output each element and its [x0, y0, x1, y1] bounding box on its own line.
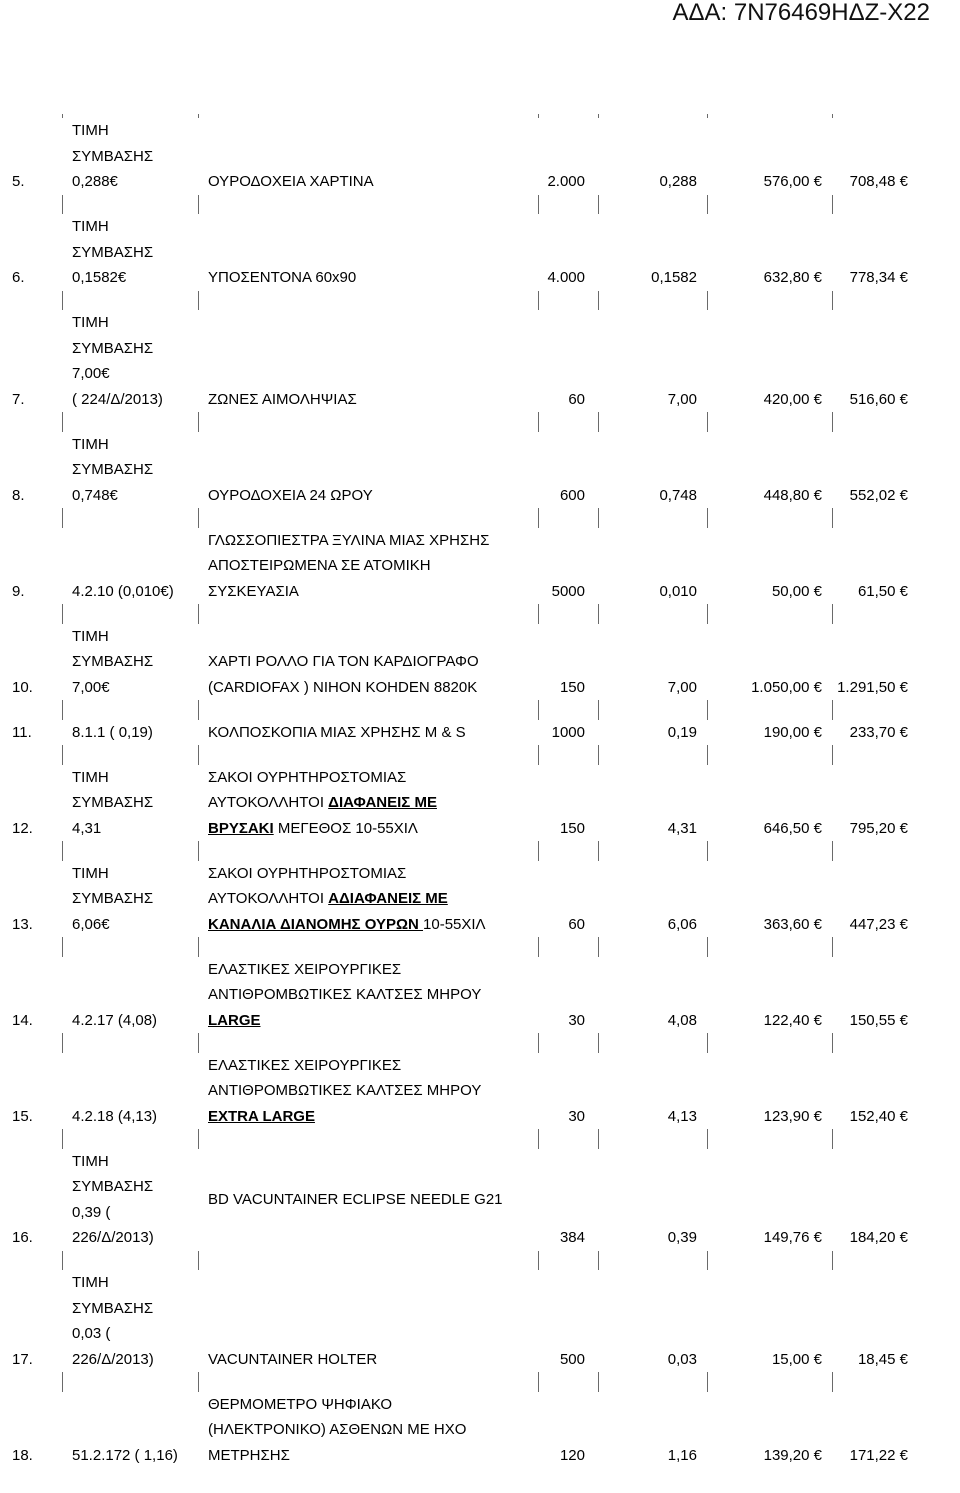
contract-reference	[62, 720, 198, 746]
unit-price-text: 7,00	[667, 678, 697, 696]
item-description-line: BD VACUNTAINER ECLIPSE NEEDLE G21	[208, 1190, 503, 1208]
quantity	[538, 624, 598, 701]
total-amount-with-vat-text: 233,70 €	[849, 723, 908, 741]
contract-reference-line: ΣΥΜΒΑΣΗΣ	[72, 339, 154, 357]
contract-reference	[62, 1392, 198, 1469]
unit-price-text: 0,19	[667, 723, 697, 741]
contract-reference-line: ΣΥΜΒΑΣΗΣ	[72, 794, 154, 811]
total-amount-with-vat-text: 552,02 €	[849, 486, 908, 504]
quantity-text: 600	[559, 486, 585, 504]
table-row	[0, 720, 932, 746]
quantity	[538, 214, 598, 291]
contract-reference-line: ΣΥΜΒΑΣΗΣ	[72, 461, 154, 478]
item-description	[198, 720, 538, 746]
total-amount-text: 190,00 €	[763, 723, 822, 741]
unit-price-text: 4,13	[667, 1107, 697, 1125]
row-number	[0, 624, 62, 701]
table-row	[0, 118, 932, 195]
quantity-text: 60	[568, 390, 585, 408]
total-amount-with-vat-text: 152,40 €	[849, 1107, 908, 1125]
row-number-text: 9.	[12, 582, 25, 600]
row-number	[0, 118, 62, 195]
item-description-line: ΓΛΩΣΣΟΠΙΕΣΤΡΑ ΞΥΛΙΝΑ ΜΙΑΣ ΧΡΗΣΗΣ	[208, 531, 490, 549]
unit-price-text: 0,010	[659, 582, 697, 600]
contract-reference-line: ΣΥΜΒΑΣΗΣ	[72, 653, 154, 670]
quantity-text: 120	[559, 1446, 585, 1464]
quantity	[538, 957, 598, 1034]
contract-reference-line: ( 224/Δ/2013)	[72, 390, 163, 408]
table-row	[0, 432, 932, 509]
table-row	[0, 1053, 932, 1130]
unit-price	[598, 528, 707, 605]
total-amount	[707, 1392, 832, 1469]
description-text: ΑΥΤΟΚΟΛΛΗΤΟΙ	[208, 794, 329, 811]
contract-reference-line: 6,06€	[72, 915, 110, 933]
total-amount-with-vat	[832, 765, 932, 842]
item-description	[198, 118, 538, 195]
total-amount-with-vat-text: 778,34 €	[849, 269, 908, 286]
item-description	[198, 1149, 538, 1251]
total-amount-with-vat-text: 795,20 €	[849, 819, 908, 837]
table-row	[0, 528, 932, 605]
row-number	[0, 765, 62, 842]
item-description-line	[208, 912, 538, 938]
quantity-text: 4.000	[547, 269, 585, 286]
contract-reference-line: 4.2.18 (4,13)	[72, 1107, 158, 1125]
quantity-text: 150	[559, 819, 585, 837]
contract-reference	[62, 1053, 198, 1130]
quantity	[538, 1053, 598, 1130]
item-description	[198, 1270, 538, 1372]
quantity	[538, 432, 598, 509]
items-table	[0, 118, 932, 1488]
contract-reference-line: ΤΙΜΗ	[72, 435, 109, 453]
total-amount-text: 448,80 €	[763, 486, 822, 504]
contract-reference-line: ΣΥΜΒΑΣΗΣ	[72, 147, 154, 165]
total-amount-text: 123,90 €	[763, 1107, 822, 1125]
total-amount-text: 420,00 €	[763, 390, 822, 408]
contract-reference	[62, 118, 198, 195]
total-amount	[707, 1270, 832, 1372]
unit-price	[598, 1053, 707, 1130]
table-row	[0, 1270, 932, 1372]
total-amount	[707, 310, 832, 412]
total-amount-with-vat	[832, 1149, 932, 1251]
total-amount-with-vat-text: 447,23 €	[849, 915, 908, 933]
quantity-text: 384	[559, 1229, 585, 1246]
contract-reference-line: ΤΙΜΗ	[72, 1274, 109, 1291]
item-description-line: ΟΥΡΟΔΟΧΕΙΑ ΧΑΡΤΙΝΑ	[208, 173, 374, 190]
total-amount-with-vat	[832, 861, 932, 938]
ada-code: ΑΔΑ: 7Ν76469ΗΔΖ-Χ22	[672, 0, 930, 26]
contract-reference-line: 0,1582€	[72, 269, 127, 286]
quantity-text: 1000	[551, 723, 585, 741]
contract-reference	[62, 528, 198, 605]
total-amount-with-vat	[832, 432, 932, 509]
item-description-line	[208, 1008, 538, 1034]
item-description-line: ΣΑΚΟΙ ΟΥΡΗΤΗΡΟΣΤΟΜΙΑΣ	[208, 864, 407, 882]
unit-price	[598, 432, 707, 509]
contract-reference	[62, 214, 198, 291]
unit-price-text: 7,00	[667, 390, 697, 408]
total-amount-with-vat	[832, 957, 932, 1034]
description-text: 10-55ΧΙΛ	[423, 915, 486, 933]
total-amount-with-vat-text: 708,48 €	[849, 173, 908, 190]
quantity	[538, 1270, 598, 1372]
total-amount-text: 576,00 €	[763, 173, 822, 190]
table-row	[0, 310, 932, 412]
item-description	[198, 528, 538, 605]
row-number-text: 14.	[12, 1011, 33, 1029]
row-number-text: 8.	[12, 486, 25, 504]
row-number-text: 17.	[12, 1350, 33, 1368]
item-description-line: ΕΛΑΣΤΙΚΕΣ ΧΕΙΡΟΥΡΓΙΚΕΣ	[208, 960, 402, 978]
total-amount	[707, 624, 832, 701]
quantity	[538, 861, 598, 938]
item-description-line: ΣΑΚΟΙ ΟΥΡΗΤΗΡΟΣΤΟΜΙΑΣ	[208, 768, 407, 786]
row-number	[0, 1149, 62, 1251]
total-amount-text: 646,50 €	[763, 819, 822, 837]
quantity-text: 60	[568, 915, 585, 933]
quantity	[538, 1149, 598, 1251]
contract-reference-line: 226/Δ/2013)	[72, 1350, 154, 1368]
row-number	[0, 214, 62, 291]
contract-reference-line: ΤΙΜΗ	[72, 627, 109, 645]
table-row	[0, 861, 932, 938]
total-amount-with-vat-text: 18,45 €	[857, 1350, 908, 1368]
item-description-line: ΥΠΟΣΕΝΤΟΝΑ 60x90	[208, 269, 357, 286]
item-description-line	[208, 790, 538, 816]
unit-price-text: 1,16	[667, 1446, 697, 1464]
total-amount-with-vat-text: 171,22 €	[849, 1446, 908, 1464]
item-description-line: ΕΛΑΣΤΙΚΕΣ ΧΕΙΡΟΥΡΓΙΚΕΣ	[208, 1056, 402, 1074]
total-amount	[707, 765, 832, 842]
contract-reference-line: ΣΥΜΒΑΣΗΣ	[72, 1178, 154, 1195]
unit-price	[598, 861, 707, 938]
total-amount	[707, 861, 832, 938]
contract-reference-line: ΣΥΜΒΑΣΗΣ	[72, 1299, 154, 1317]
total-amount-with-vat	[832, 310, 932, 412]
total-amount-text: 632,80 €	[763, 269, 822, 286]
total-amount	[707, 432, 832, 509]
unit-price	[598, 118, 707, 195]
unit-price	[598, 1392, 707, 1469]
row-number-text: 18.	[12, 1446, 33, 1464]
item-description-line: (CARDIOFAX ) NIHON KOHDEN 8820K	[208, 678, 478, 696]
contract-reference-line: 0,748€	[72, 486, 118, 504]
emphasized-text: EXTRA LARGE	[208, 1107, 315, 1125]
contract-reference-line: 0,03 (	[72, 1325, 111, 1342]
row-number-text: 15.	[12, 1107, 33, 1125]
total-amount-with-vat	[832, 528, 932, 605]
row-number-text: 16.	[12, 1229, 33, 1246]
item-description	[198, 624, 538, 701]
unit-price-text: 0,1582	[651, 269, 697, 286]
row-number-text: 12.	[12, 819, 33, 837]
total-amount	[707, 720, 832, 746]
unit-price	[598, 214, 707, 291]
contract-reference-line: ΤΙΜΗ	[72, 864, 109, 882]
total-amount	[707, 528, 832, 605]
item-description-line: VACUNTAINER HOLTER	[208, 1350, 378, 1368]
contract-reference-line: 4.2.17 (4,08)	[72, 1011, 158, 1029]
row-number	[0, 720, 62, 746]
contract-reference-line: ΣΥΜΒΑΣΗΣ	[72, 890, 154, 907]
item-description-line: ΘΕΡΜΟΜΕΤΡΟ ΨΗΦΙΑΚΟ	[208, 1395, 393, 1413]
total-amount-with-vat-text: 184,20 €	[849, 1229, 908, 1246]
unit-price	[598, 765, 707, 842]
unit-price-text: 0,03	[667, 1350, 697, 1368]
quantity-text: 30	[568, 1011, 585, 1029]
contract-reference	[62, 957, 198, 1034]
description-text: ΑΥΤΟΚΟΛΛΗΤΟΙ	[208, 890, 329, 907]
row-number-text: 5.	[12, 173, 25, 190]
row-number	[0, 1053, 62, 1130]
contract-reference-line: ΤΙΜΗ	[72, 218, 109, 235]
item-description	[198, 957, 538, 1034]
contract-reference-line: 51.2.172 ( 1,16)	[72, 1446, 178, 1464]
quantity	[538, 765, 598, 842]
emphasized-text: ΚΑΝΑΛΙΑ ΔΙΑΝΟΜΗΣ ΟΥΡΩΝ	[208, 915, 424, 933]
quantity-text: 30	[568, 1107, 585, 1125]
item-description	[198, 1392, 538, 1469]
item-description	[198, 310, 538, 412]
unit-price	[598, 1149, 707, 1251]
contract-reference	[62, 1270, 198, 1372]
item-description-line: ΑΝΤΙΘΡΟΜΒΩΤΙΚΕΣ ΚΑΛΤΣΕΣ ΜΗΡΟΥ	[208, 986, 482, 1003]
contract-reference	[62, 765, 198, 842]
row-number	[0, 1270, 62, 1372]
item-description-line: ΜΕΤΡΗΣΗΣ	[208, 1446, 290, 1464]
total-amount-with-vat	[832, 118, 932, 195]
unit-price-text: 0,748	[659, 486, 697, 504]
description-text: ΜΕΓΕΘΟΣ 10-55ΧΙΛ	[273, 819, 418, 837]
row-number	[0, 861, 62, 938]
unit-price-text: 4,08	[667, 1011, 697, 1029]
total-amount-with-vat-text: 516,60 €	[849, 390, 908, 408]
quantity-text: 5000	[551, 582, 585, 600]
total-amount-with-vat-text: 61,50 €	[857, 582, 908, 600]
unit-price-text: 6,06	[667, 915, 697, 933]
contract-reference-line: 226/Δ/2013)	[72, 1229, 154, 1246]
total-amount-text: 122,40 €	[763, 1011, 822, 1029]
total-amount-text: 50,00 €	[771, 582, 822, 600]
total-amount-text: 1.050,00 €	[751, 678, 822, 696]
contract-reference	[62, 1149, 198, 1251]
item-description-line	[208, 816, 538, 842]
total-amount-with-vat-text: 150,55 €	[849, 1011, 908, 1029]
total-amount-with-vat	[832, 720, 932, 746]
contract-reference-line: ΣΥΜΒΑΣΗΣ	[72, 243, 154, 261]
row-number-text: 6.	[12, 269, 25, 286]
table-row	[0, 214, 932, 291]
quantity-text: 2.000	[547, 173, 585, 190]
row-number-text: 11.	[12, 723, 32, 741]
contract-reference-line: ΤΙΜΗ	[72, 314, 109, 331]
total-amount-with-vat	[832, 214, 932, 291]
quantity	[538, 720, 598, 746]
item-description-line: ΚΟΛΠΟΣΚΟΠΙΑ ΜΙΑΣ ΧΡΗΣΗΣ Μ & S	[208, 723, 466, 741]
emphasized-text: ΒΡΥΣΑΚΙ	[208, 819, 274, 837]
emphasized-text: ΔΙΑΦΑΝΕΙΣ ΜΕ	[328, 794, 437, 811]
quantity	[538, 1392, 598, 1469]
contract-reference-line: ΤΙΜΗ	[72, 122, 109, 139]
row-number-text: 13.	[12, 915, 33, 933]
total-amount-text: 15,00 €	[771, 1350, 822, 1368]
total-amount-text: 139,20 €	[763, 1446, 822, 1464]
total-amount-text: 149,76 €	[763, 1229, 822, 1246]
total-amount-with-vat	[832, 1053, 932, 1130]
quantity-text: 150	[559, 678, 585, 696]
unit-price-text: 0,39	[667, 1229, 697, 1246]
total-amount-with-vat-text: 1.291,50 €	[837, 678, 908, 696]
table-row	[0, 1149, 932, 1251]
unit-price-text: 4,31	[667, 819, 697, 837]
item-description-line: (ΗΛΕΚΤΡΟΝΙΚΟ) ΑΣΘΕΝΩΝ ΜΕ ΗΧΟ	[208, 1421, 467, 1438]
contract-reference	[62, 432, 198, 509]
total-amount	[707, 957, 832, 1034]
unit-price	[598, 310, 707, 412]
item-description-line: ΑΠΟΣΤΕΙΡΩΜΕΝΑ ΣΕ ΑΤΟΜΙΚΗ	[208, 557, 431, 574]
contract-reference-line: 8.1.1 ( 0,19)	[72, 723, 153, 741]
contract-reference-line: 7,00€	[72, 678, 110, 696]
unit-price	[598, 957, 707, 1034]
item-description-line: ΑΝΤΙΘΡΟΜΒΩΤΙΚΕΣ ΚΑΛΤΣΕΣ ΜΗΡΟΥ	[208, 1082, 482, 1099]
item-description-line: ΟΥΡΟΔΟΧΕΙΑ 24 ΩΡΟΥ	[208, 486, 373, 504]
contract-reference-line: 0,39 (	[72, 1203, 111, 1221]
emphasized-text: LARGE	[208, 1011, 261, 1029]
total-amount-with-vat	[832, 1270, 932, 1372]
contract-reference-line: 4.2.10 (0,010€)	[72, 582, 174, 600]
contract-reference-line: ΤΙΜΗ	[72, 1152, 109, 1170]
quantity	[538, 528, 598, 605]
row-number	[0, 528, 62, 605]
row-number	[0, 432, 62, 509]
quantity-text: 500	[559, 1350, 585, 1368]
contract-reference	[62, 310, 198, 412]
item-description-line: ΣΥΣΚΕΥΑΣΙΑ	[208, 582, 299, 600]
table-row	[0, 765, 932, 842]
item-description	[198, 214, 538, 291]
unit-price-text: 0,288	[659, 173, 697, 190]
total-amount	[707, 1053, 832, 1130]
unit-price	[598, 1270, 707, 1372]
total-amount-text: 363,60 €	[763, 915, 822, 933]
table-row	[0, 1392, 932, 1469]
row-number	[0, 1392, 62, 1469]
total-amount	[707, 214, 832, 291]
item-description	[198, 1053, 538, 1130]
contract-reference-line: 0,288€	[72, 173, 118, 190]
emphasized-text: ΑΔΙΑΦΑΝΕΙΣ ΜΕ	[328, 890, 448, 907]
total-amount	[707, 118, 832, 195]
quantity	[538, 118, 598, 195]
unit-price	[598, 720, 707, 746]
row-number-text: 7.	[12, 390, 25, 408]
unit-price	[598, 624, 707, 701]
table-row	[0, 624, 932, 701]
contract-reference-line: ΤΙΜΗ	[72, 768, 109, 786]
item-description-line	[208, 1104, 538, 1130]
table-row	[0, 957, 932, 1034]
item-description	[198, 432, 538, 509]
contract-reference	[62, 861, 198, 938]
contract-reference-line: 4,31	[72, 819, 102, 837]
item-description	[198, 765, 538, 842]
total-amount	[707, 1149, 832, 1251]
contract-reference-line: 7,00€	[72, 365, 110, 382]
item-description	[198, 861, 538, 938]
item-description-line: ΧΑΡΤΙ ΡΟΛΛΟ ΓΙΑ ΤΟΝ ΚΑΡΔΙΟΓΡΑΦΟ	[208, 653, 479, 670]
contract-reference	[62, 624, 198, 701]
row-number	[0, 957, 62, 1034]
quantity	[538, 310, 598, 412]
row-number-text: 10.	[12, 678, 33, 696]
row-number	[0, 310, 62, 412]
item-description-line: ΖΩΝΕΣ ΑΙΜΟΛΗΨΙΑΣ	[208, 390, 357, 408]
total-amount-with-vat	[832, 624, 932, 701]
total-amount-with-vat	[832, 1392, 932, 1469]
item-description-line	[208, 886, 538, 912]
